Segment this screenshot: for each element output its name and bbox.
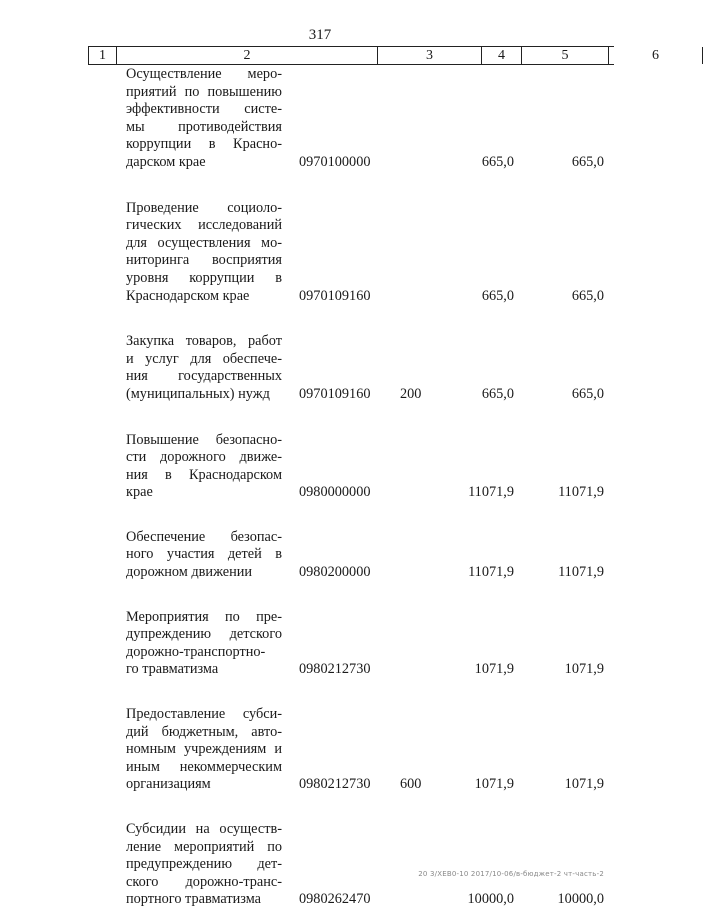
- description-line: сти дорожного движе-: [126, 449, 282, 466]
- row-expense-type: 600: [400, 776, 422, 793]
- description-line: дорожном движении: [126, 564, 253, 581]
- row-code: 0980212730: [299, 661, 371, 678]
- row-description: [126, 333, 282, 403]
- description-line: приятий по повышению: [126, 83, 282, 100]
- footer-note: 20 3/ХЕВ0-10 2017/10-06/в-бюджет-2 чт-часть-2: [418, 870, 604, 878]
- header-col-2: 2: [116, 47, 377, 64]
- description-line: Повышение безопасно-: [126, 431, 282, 448]
- row-description: [126, 821, 282, 909]
- description-line: ния в Краснодарском: [126, 466, 282, 483]
- row-code: 0980262470: [299, 891, 371, 908]
- row-code: 0980200000: [299, 564, 371, 581]
- table-row: [0, 333, 640, 403]
- row-value-col5: 1071,9: [474, 661, 514, 678]
- row-value-col6: 1071,9: [564, 661, 604, 678]
- description-line: портного травматизма: [126, 891, 262, 908]
- table-header: [88, 46, 659, 65]
- table-row: [0, 706, 640, 794]
- description-line: коррупции в Красно-: [126, 136, 282, 153]
- description-line: Краснодарском крае: [126, 287, 250, 304]
- description-line: эффективности систе-: [126, 101, 282, 118]
- description-line: Закупка товаров, работ: [126, 333, 282, 350]
- description-line: дарском крае: [126, 153, 206, 170]
- header-col-6: 6: [608, 47, 703, 64]
- row-value-col6: 11071,9: [558, 564, 604, 581]
- page-number: 317: [308, 27, 332, 43]
- row-value-col5: 665,0: [481, 287, 514, 304]
- row-expense-type: 200: [400, 385, 422, 402]
- row-value-col6: 10000,0: [557, 891, 604, 908]
- table-body: [0, 66, 640, 909]
- table-row: [0, 609, 640, 679]
- description-line: Субсидии на осуществ-: [126, 821, 282, 837]
- row-value-col6: 665,0: [571, 385, 604, 402]
- description-line: го травматизма: [126, 661, 219, 678]
- row-description: [126, 706, 282, 794]
- row-description: [126, 66, 282, 172]
- row-value-col6: 665,0: [571, 153, 604, 170]
- table-row: [0, 432, 640, 502]
- table-row: [0, 66, 640, 172]
- row-value-col6: 11071,9: [558, 484, 604, 501]
- row-value-col5: 11071,9: [468, 484, 514, 501]
- row-value-col5: 1071,9: [474, 776, 514, 793]
- description-line: предупреждению дет-: [126, 856, 282, 873]
- header-col-5: 5: [521, 47, 608, 64]
- table-row: [0, 200, 640, 306]
- header-col-4: 4: [481, 47, 521, 64]
- description-line: ния государственных: [126, 368, 282, 385]
- row-description: [126, 609, 282, 679]
- description-line: и услуг для обеспече-: [126, 350, 282, 367]
- row-value-col5: 11071,9: [468, 564, 514, 581]
- description-line: ного участия детей в: [126, 546, 282, 563]
- row-value-col6: 1071,9: [564, 776, 604, 793]
- description-line: мы противодействия: [126, 118, 282, 135]
- description-line: иным некоммерческим: [126, 758, 282, 775]
- description-line: номным учреждениям и: [126, 741, 282, 758]
- description-line: крае: [126, 484, 153, 501]
- description-line: (муниципальных) нужд: [126, 385, 270, 402]
- row-value-col5: 10000,0: [467, 891, 514, 908]
- description-line: ление мероприятий по: [126, 838, 282, 855]
- description-line: Проведение социоло-: [126, 199, 282, 216]
- row-description: [126, 200, 282, 306]
- description-line: дорожно-транспортно-: [126, 643, 266, 660]
- row-description: [126, 529, 282, 582]
- row-code: 0970109160: [299, 287, 371, 304]
- description-line: дупреждению детского: [126, 626, 282, 643]
- table-row: [0, 821, 640, 909]
- description-line: Мероприятия по пре-: [126, 608, 282, 625]
- description-line: организациям: [126, 776, 211, 793]
- row-value-col6: 665,0: [571, 287, 604, 304]
- row-code: 0970109160: [299, 385, 371, 402]
- row-code: 0980000000: [299, 484, 371, 501]
- description-line: Предоставление субси-: [126, 706, 282, 723]
- header-col-1: 1: [88, 47, 116, 64]
- description-line: Обеспечение безопас-: [126, 528, 282, 545]
- description-line: дий бюджетным, авто-: [126, 723, 282, 740]
- row-code: 0980212730: [299, 776, 371, 793]
- description-line: ского дорожно-транс-: [126, 873, 282, 890]
- row-code: 0970100000: [299, 153, 371, 170]
- row-value-col5: 665,0: [481, 153, 514, 170]
- row-value-col5: 665,0: [481, 385, 514, 402]
- description-line: ниторинга восприятия: [126, 252, 282, 269]
- description-line: уровня коррупции в: [126, 269, 282, 286]
- header-col-3: 3: [377, 47, 481, 64]
- description-line: для осуществления мо-: [126, 234, 282, 251]
- description-line: Осуществление меро-: [126, 66, 282, 82]
- row-description: [126, 432, 282, 502]
- table-row: [0, 529, 640, 582]
- description-line: гических исследований: [126, 217, 282, 234]
